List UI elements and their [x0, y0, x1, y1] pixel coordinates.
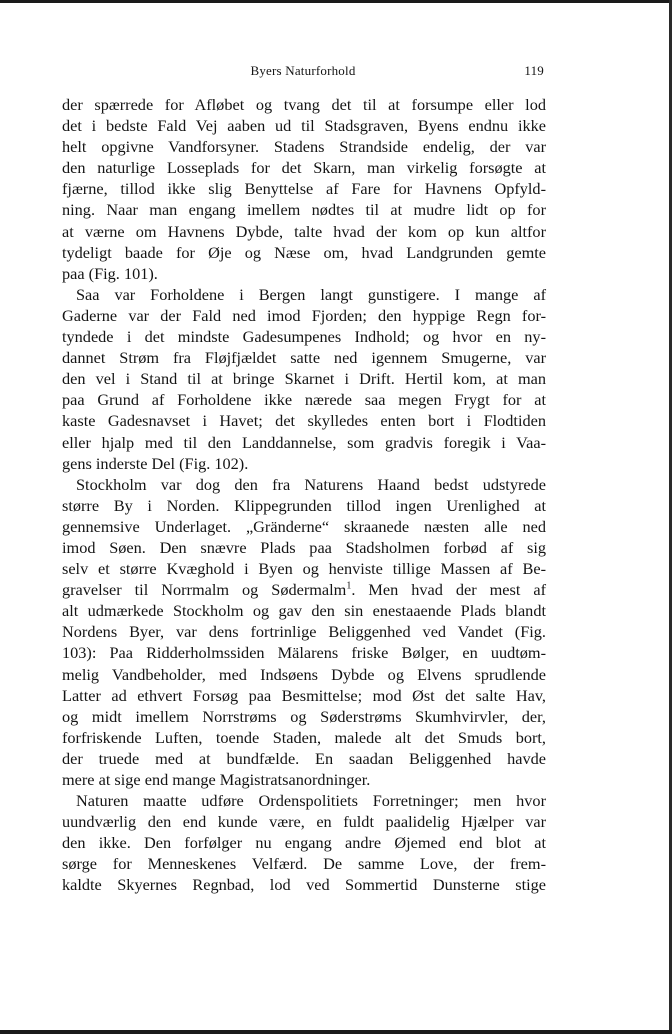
text-line: eller hjalp med til den Landdannelse, som gradvis foregik i Vaa- — [62, 432, 546, 452]
text-line: paa Grund af Forholdene ikke nærede saa megen Frygt for at — [62, 390, 546, 410]
text-line: Latter ad ethvert Forsøg paa Besmittelse; mod Øst det salte Hav, — [62, 685, 546, 705]
top-edge-rule — [0, 0, 672, 3]
text-line: kaldte Skyernes Regnbad, lod ved Sommertid Dunsterne stige — [62, 875, 546, 895]
text-line: dannet Strøm fra Fløjfjældet satte ned igennem Smugerne, var — [62, 348, 546, 368]
text-line: den naturlige Losseplads for det Skarn, man virkelig forsøgte at — [62, 158, 546, 178]
text-line: ning. Naar man engang imellem nødtes til at mudre lidt op for — [62, 200, 546, 220]
text-line-with-footnote — [62, 579, 546, 600]
text-line: Gaderne var der Fald ned imod Fjorden; den hyppige Regn for- — [62, 305, 546, 325]
text-line: der truede med at bundfælde. En saadan Beliggenhed havde — [62, 748, 546, 768]
bottom-edge-rule — [0, 1030, 672, 1034]
text-line: uundværlig den end kunde være, en fuldt paalidelig Hjælper var — [62, 812, 546, 832]
text-line: at værne om Havnens Dybde, talte hvad der kom op kun altfor — [62, 221, 546, 241]
text-line: melig Vandbeholder, med Indsøens Dybde og Elvens sprudlende — [62, 664, 546, 684]
paragraph-1 — [62, 94, 546, 284]
text-line: selv et større Kvæghold i Byen og henviste tillige Massen af Be- — [62, 559, 546, 579]
paragraph-4 — [62, 790, 546, 895]
text-line: gens inderste Del (Fig. 102). — [62, 453, 249, 473]
paragraph-2 — [62, 284, 546, 474]
text-line: helt opgivne Vandforsyner. Stadens Strandside endelig, der var — [62, 137, 546, 157]
text-line: Nordens Byer, var dens fortrinlige Beliggenhed ved Vandet (Fig. — [62, 622, 546, 642]
body-text — [62, 94, 546, 896]
line-text-continued: . Men hvad der mest af — [351, 580, 546, 600]
text-line: imod Søen. Den snævre Plads paa Stadsholmen forbød af sig — [62, 537, 546, 557]
text-line: 103): Paa Ridderholmssiden Mälarens friske Bølger, en uudtøm- — [62, 643, 546, 663]
text-line: kaste Gadesnavset i Havet; det skylledes enten bort i Flodtiden — [62, 411, 546, 431]
text-line: tydeligt baade for Øje og Næse om, hvad Landgrunden gemte — [62, 242, 546, 262]
page-number: 119 — [524, 63, 544, 78]
running-head — [62, 63, 544, 83]
text-line: Saa var Forholdene i Bergen langt gunstigere. I mange af — [76, 284, 546, 304]
running-title: Byers Naturforhold — [250, 63, 356, 78]
text-line: fjærne, tillod ikke slig Benyttelse af Fare for Havnens Opfyld- — [62, 179, 546, 199]
paragraph-3 — [62, 474, 546, 790]
text-line: tyndede i det mindste Gadesumpenes Indhold; og hvor en ny- — [62, 327, 546, 347]
footnote-reference: 1 — [346, 580, 352, 592]
line-text: gravelser til Norrmalm og Sødermalm — [62, 580, 347, 600]
text-line: paa (Fig. 101). — [62, 263, 158, 283]
text-line: sørge for Menneskenes Velfærd. De samme Love, der frem- — [62, 854, 546, 874]
text-line: det i bedste Fald Vej aaben ud til Stadsgraven, Byens endnu ikke — [62, 116, 546, 136]
text-line: og midt imellem Norrstrøms og Søderstrøms Skumhvirvler, der, — [62, 706, 546, 726]
text-line: gennemsive Underlaget. „Gränderne“ skraanede næsten alle ned — [62, 516, 546, 536]
text-line: Stockholm var dog den fra Naturens Haand bedst udstyrede — [76, 474, 546, 494]
text-line: alt udmærkede Stockholm og gav den sin enestaaende Plads blandt — [62, 601, 546, 621]
text-line: den vel i Stand til at bringe Skarnet i Drift. Hertil kom, at man — [62, 369, 546, 389]
text-line: Naturen maatte udføre Ordenspolitiets Forretninger; men hvor — [76, 791, 546, 811]
text-line: mere at sige end mange Magistratsanordninger. — [62, 770, 371, 789]
text-line: større By i Norden. Klippegrunden tillod ingen Urenlighed at — [62, 495, 546, 515]
text-line: den ikke. Den forfølger nu engang andre Øjemed end blot at — [62, 833, 546, 853]
text-line: der spærrede for Afløbet og tvang det til at forsumpe eller lod — [62, 95, 546, 114]
text-line: forfriskende Luften, toende Staden, malede alt det Smuds bort, — [62, 727, 546, 747]
